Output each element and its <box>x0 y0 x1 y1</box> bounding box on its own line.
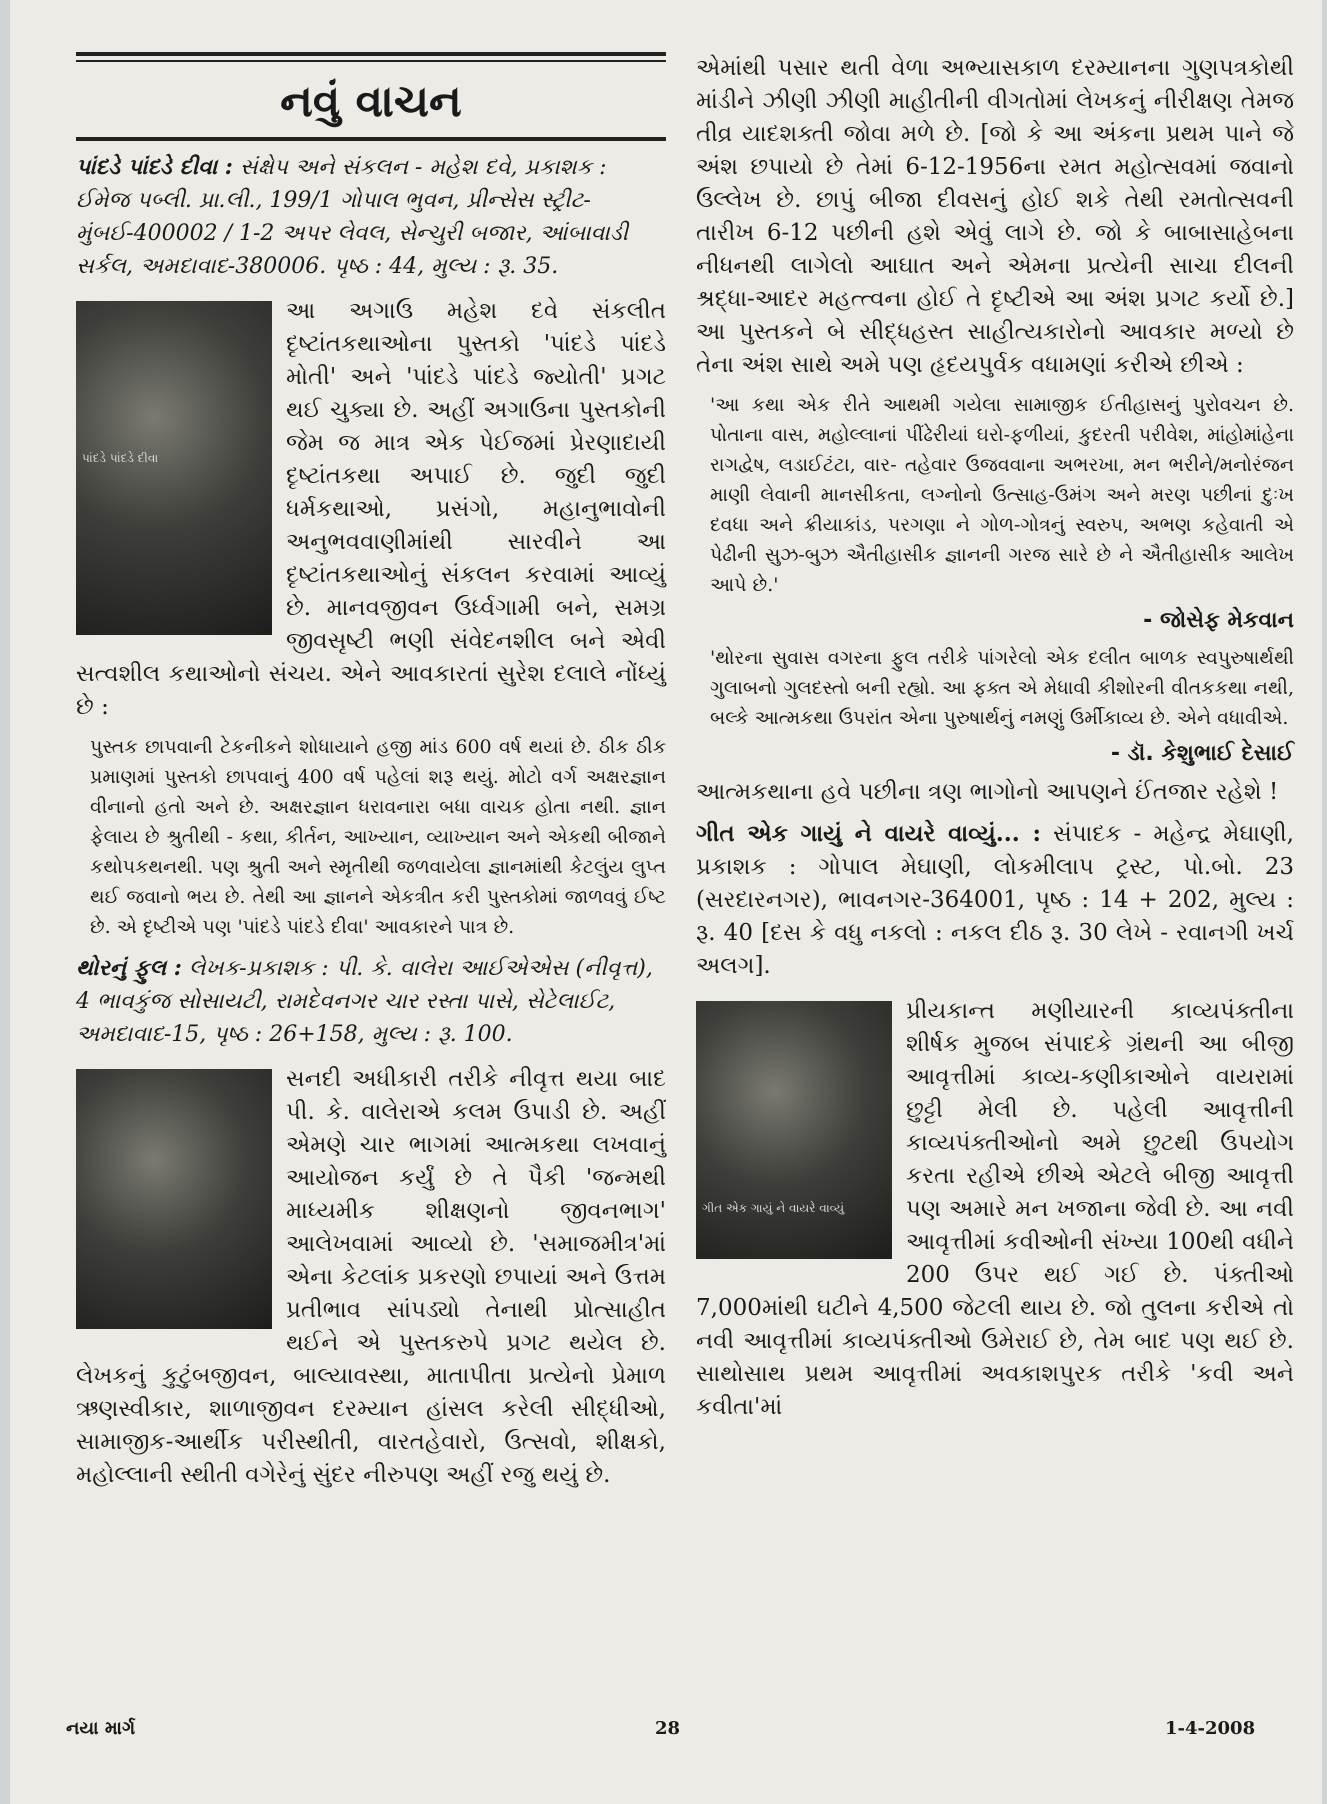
book2-quote-2: 'થોરના સુવાસ વગરના ફુલ તરીકે પાંગરેલો એક દલીત બાળક સ્વપુરુષાર્થથી ગુલાબનો ગુલદસ્તો બની રહ્યો. આ ફક્ત એ મેધાવી કીશોરની વીતકકથા નથી, બલ્કે આત્મકથા ઉપરાંત એના પુરુષાર્થનું નમણું ઉર્મીકાવ્ય છે. એને વધાવીએ. <box>710 647 1294 729</box>
book2-review <box>76 1063 666 1492</box>
title-rule <box>76 137 666 141</box>
book3-cover-image <box>696 1001 892 1259</box>
book2-details: લેખક-પ્રકાશક : પી. કે. વાલેરા આઈએએસ (નીવૃત્ત), 4 ભાવકુંજ સોસાયટી, રામદેવનગર ચાર રસ્તા પાસે, સેટેલાઈટ, અમદાવાદ-15, પૃષ્ઠ : 26+158, મુલ્ય : રૂ. 100. <box>76 956 653 1047</box>
footer-magazine-name: નયા માર્ગ <box>66 1718 136 1739</box>
book1-review <box>76 295 666 724</box>
book1-title: પાંદડે પાંદડે દીવા : <box>76 154 233 180</box>
book1-cover-text: પાંદડે પાંદડે દીવા <box>82 451 159 465</box>
left-column <box>76 52 666 1492</box>
top-rule-thin <box>76 60 666 62</box>
book2-credit-1: - જોસેફ મેકવાન <box>1143 608 1294 633</box>
book3-review <box>696 995 1294 1424</box>
page <box>10 0 1322 1804</box>
right-column <box>696 52 1294 1424</box>
book1-intro: આ અગાઉ મહેશ દવે સંકલીત દૃષ્ટાંતકથાઓના પુસ્તકો 'પાંદડે પાંદડે મોતી' અને 'પાંદડે પાંદડે જ્યોતી' પ્રગટ થઈ ચુક્યા છે. અહીં અગાઉના પુસ્તકોની જેમ જ માત્ર એક પેઈજમાં પ્રેરણાદાયી દૃષ્ટાંતકથા અપાઈ છે. જુદી જુદી ધર્મકથાઓ, પ્રસંગો, મહાનુભાવોની અનુભવવાણીમાંથી સારવીને આ દૃષ્ટાંતકથાઓનું સંકલન કરવામાં આવ્યું છે. માનવજીવન ઉર્ધ્વગામી બને, સમગ્ર જીવસૃષ્ટી ભણી સંવેદનશીલ બને એવી સત્વશીલ કથાઓનો સંચય. એને આવકારતાં સુરેશ દલાલે નોંધ્યું છે : <box>76 298 666 720</box>
section-title: નવું વાચન <box>280 76 462 127</box>
book2-cover-image <box>76 1069 272 1329</box>
footer-date: 1-4-2008 <box>1165 1718 1256 1739</box>
book3-title: ગીત એક ગાયું ને વાયરે વાવ્યું... : <box>696 820 1042 847</box>
top-rule <box>76 52 666 56</box>
book1-quote: પુસ્તક છાપવાની ટેકનીકને શોધાયાને હજી માંડ 600 વર્ષ થયાં છે. ઠીક ઠીક પ્રમાણમાં પુસ્તકો છાપવાનું 400 વર્ષ પહેલાં શરૂ થયું. મોટો વર્ગ અક્ષરજ્ઞાન વીનાનો હતો અને છે. અક્ષરજ્ઞાન ધરાવનારા બધા વાચક હોતા નથી. જ્ઞાન ફેલાય છે શ્રુતીથી - કથા, કીર્તન, આખ્યાન, વ્યાખ્યાન અને એકથી બીજાને કથોપકથનથી. પણ શ્રુતી અને સ્મૃતીથી જળવાયેલા જ્ઞાનમાંથી કેટલુંય લુપ્ત થઈ જવાનો ભય છે. તેથી આ જ્ઞાનને એકત્રીત કરી પુસ્તકોમાં જાળવવું ઈષ્ટ છે. એ દૃષ્ટીએ પણ 'પાંદડે પાંદડે દીવા' આવકારને પાત્ર છે. <box>90 736 666 938</box>
book1-details: સંક્ષેપ અને સંકલન - મહેશ દવે, પ્રકાશક : ઈમેજ પબ્લી. પ્રા.લી., 199/1 ગોપાલ ભુવન, પ્રીન્સેસ સ્ટ્રીટ-મુંબઈ-400002 / 1-2 અપર લેવલ, સેન્ચુરી બજાર, આંબાવાડી સર્કલ, અમદાવાદ-380006. પૃષ્ઠ : 44, મુલ્ય : રૂ. 35. <box>76 155 629 279</box>
book2-closing: આત્મકથાના હવે પછીના ત્રણ ભાગોનો આપણને ઈંતજાર રહેશે ! <box>696 779 1279 805</box>
book1-cover-image <box>76 301 272 635</box>
footer-page-number: 28 <box>655 1718 681 1739</box>
book2-title: થોરનું ફુલ : <box>76 955 182 981</box>
book3-intro: પ્રીયકાન્ત મણીયારની કાવ્યપંક્તીના શીર્ષક મુજબ સંપાદકે ગ્રંથની આ બીજી આવૃત્તીમાં કાવ્ય-કણીકાઓને વાયરામાં છુટ્ટી મેલી છે. પહેલી આવૃત્તીની કાવ્યપંક્તીઓનો અમે છુટથી ઉપયોગ કરતા રહીએ છીએ એટલે બીજી આવૃત્તી પણ અમારે મન ખજાના જેવી છે. આ નવી આવૃત્તીમાં કવીઓની સંખ્યા 100થી વધીને 200 ઉપર થઈ ગઈ છે. પંક્તીઓ 7,000માંથી ઘટીને 4,500 જેટલી થાય છે. જો તુલના કરીએ તો નવી આવૃત્તીમાં કાવ્યપંક્તીઓ ઉમેરાઈ છે, તેમ બાદ પણ થઈ છે. સાથોસાથ પ્રથમ આવૃત્તીમાં અવકાશપુરક તરીકે 'કવી અને કવીતા'માં <box>696 998 1294 1420</box>
book2-review-continued: એમાંથી પસાર થતી વેળા અભ્યાસકાળ દરમ્યાનના ગુણપત્રકોથી માંડીને ઝીણી ઝીણી માહીતીની વીગતોમાં લેખકનું નીરીક્ષણ તેમજ તીવ્ર યાદશક્તી જોવા મળે છે. [જો કે આ અંકના પ્રથમ પાને જે અંશ છપાયો છે તેમાં 6-12-1956ના રમત મહોત્સવમાં જવાનો ઉલ્લેખ છે. છાપું બીજા દીવસનું હોઈ શકે તેથી રમતોત્સવની તારીખ 6-12 પછીની હશે એવું લાગે છે. જો કે બાબાસાહેબના નીધનથી લાગેલો આઘાત અને એમના પ્રત્યેની સાચા દીલની શ્રદ્ધા-આદર મહત્ત્વના હોઈ તે દૃષ્ટીએ આ અંશ પ્રગટ કર્યો છે.] આ પુસ્તકને બે સીદ્ધહસ્ત સાહીત્યકારોનો આવકાર મળ્યો છે તેના અંશ સાથે અમે પણ હૃદયપુર્વક વધામણાં કરીએ છીએ : <box>696 55 1294 378</box>
book2-quote-1: 'આ કથા એક રીતે આથમી ગયેલા સામાજીક ઈતીહાસનું પુરોવચન છે. પોતાના વાસ, મહોલ્લાનાં પીંઢેરીયાં ઘરો-ફળીયાં, કુદરતી પરીવેશ, માંહોમાંહેના રાગદ્વેષ, લડાઈટંટા, વાર- તહેવાર ઉજવવાના અભરખા, મન ભરીને/મનોરંજન માણી લેવાની માનસીકતા, લગ્નોનો ઉત્સાહ-ઉમંગ અને મરણ પછીનાં દુઃખ દવધા અને ક્રીયાકાંડ, પરગણા ને ગોળ-ગોત્રનું સ્વરુપ, અભણ કહેવાતી એ પેઢીની સુઝ-બુઝ ઐતીહાસીક જ્ઞાનની ગરજ સારે છે ને ઐતીહાસીક આલેખ આપે છે.' <box>710 394 1294 596</box>
book2-intro: સનદી અધીકારી તરીકે નીવૃત્ત થયા બાદ પી. કે. વાલેરાએ કલમ ઉપાડી છે. અહીં એમણે ચાર ભાગમાં આત્મકથા લખવાનું આયોજન કર્યું છે તે પૈકી 'જન્મથી માધ્યમીક શીક્ષણનો જીવનભાગ' આલેખવામાં આવ્યો છે. 'સમાજમીત્ર'માં એના કેટલાંક પ્રકરણો છપાયાં અને ઉત્તમ પ્રતીભાવ સાંપડ્યો તેનાથી પ્રોત્સાહીત થઈને એ પુસ્તકરુપે પ્રગટ થયેલ છે. લેખકનું કુટુંબજીવન, બાલ્યાવસ્થા, માતાપીતા પ્રત્યેનો પ્રેમાળ ઋણસ્વીકાર, શાળાજીવન દરમ્યાન હાંસલ કરેલી સીદ્ધીઓ, સામાજીક-આર્થીક પરીસ્થીતી, વારતહેવારો, ઉત્સવો, શીક્ષકો, મહોલ્લાની સ્થીતી વગેરેનું સુંદર નીરુપણ અહીં રજુ થયું છે. <box>76 1066 666 1488</box>
book3-details: સંપાદક - મહેન્દ્ર મેઘાણી, પ્રકાશક : ગોપાલ મેઘાણી, લોકમીલાપ ટ્રસ્ટ, પો.બો. 23 (સરદારનગર), ભાવનગર-364001, પૃષ્ઠ : 14 + 202, મુલ્ય : રૂ. 40 [દસ કે વધુ નકલો : નકલ દીઠ રૂ. 30 લેખે - રવાનગી ખર્ચ અલગ]. <box>696 821 1294 979</box>
book3-cover-text: ગીત એક ગાયું ને વાયરે વાવ્યું <box>702 1201 845 1215</box>
book3-header <box>696 817 1294 983</box>
book2-credit-2: - ડૉ. કેશુભાઈ દેસાઈ <box>1110 741 1294 766</box>
book2-header <box>76 952 666 1051</box>
book1-header <box>76 151 666 283</box>
